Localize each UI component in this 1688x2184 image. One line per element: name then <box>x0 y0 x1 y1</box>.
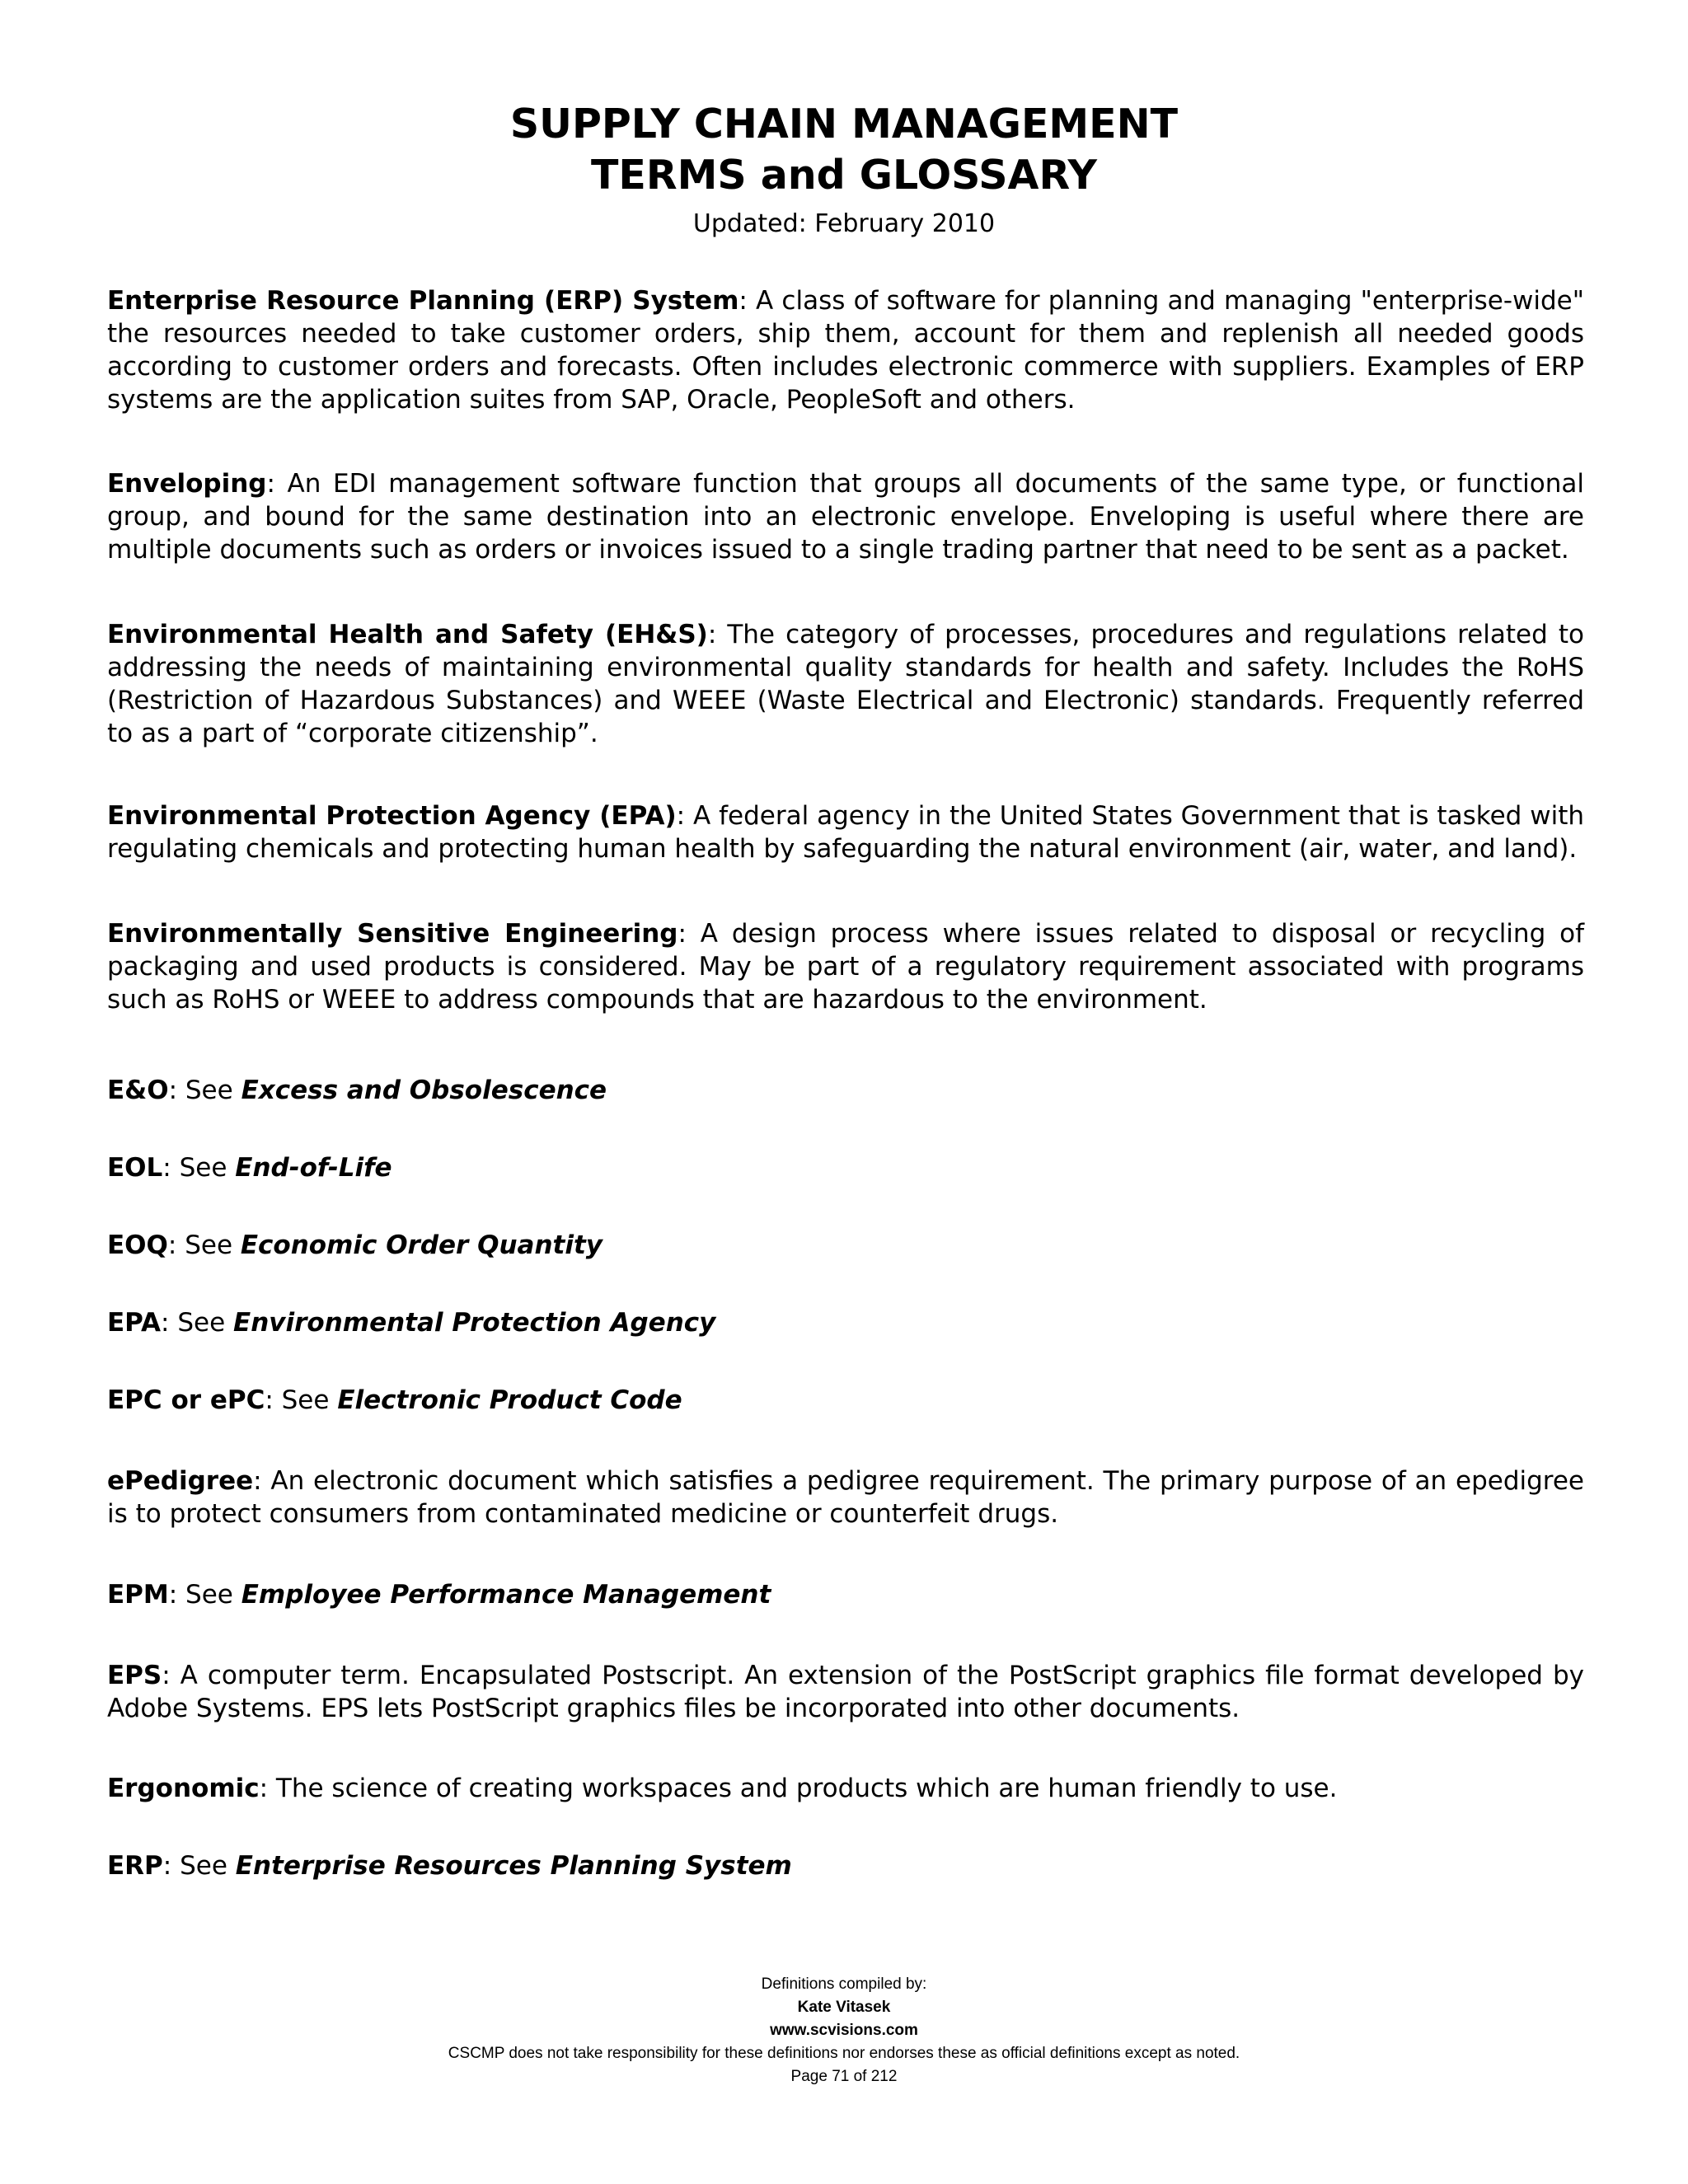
glossary-term: Enterprise Resource Planning (ERP) System <box>107 286 739 316</box>
glossary-entry <box>107 917 1584 1016</box>
glossary-entry <box>107 1659 1584 1725</box>
updated-date: Updated: February 2010 <box>692 209 996 238</box>
glossary-term: ePedigree <box>107 1466 254 1496</box>
glossary-entry <box>107 1151 1584 1184</box>
glossary-term: EPM <box>107 1580 169 1610</box>
glossary-term: E&O <box>107 1076 169 1105</box>
glossary-entry <box>107 284 1584 416</box>
glossary-entry <box>107 1465 1584 1530</box>
glossary-entry <box>107 618 1584 750</box>
glossary-see: : See <box>168 1580 241 1610</box>
glossary-see: : See <box>161 1308 234 1338</box>
glossary-entry <box>107 1772 1584 1805</box>
page-title-line-2: TERMS and GLOSSARY <box>590 152 1097 199</box>
glossary-definition: : A federal agency in the United States Government that is tasked with regulating chemicals and protecting human health by safeguarding the natural environment (air, water, and land). <box>107 801 1584 864</box>
glossary-entry <box>107 1229 1584 1262</box>
glossary-term: EOQ <box>107 1230 168 1260</box>
glossary-see: : See <box>265 1385 338 1415</box>
glossary-entry <box>107 1306 1584 1339</box>
glossary-cross-reference: Economic Order Quantity <box>240 1230 603 1260</box>
glossary-definition: : The category of processes, procedures and regulations related to addressing the needs of maintaining environmental quality standards for health and safety. Includes the RoHS (Restriction of Hazardous Substances) and WEEE (Waste Electrical and Electronic) standards. Frequently referred to as a part of “corporate citizenship”. <box>107 620 1584 748</box>
footer-author: Kate Vitasek <box>797 1999 891 2016</box>
glossary-entry <box>107 467 1584 566</box>
page-header <box>0 99 1688 242</box>
glossary-definition: : The science of creating workspaces and products which are human friendly to use. <box>259 1774 1338 1803</box>
glossary-definition: : A design process where issues related to disposal or recycling of packaging and used products is considered. May be part of a regulatory requirement associated with programs such as RoHS or WEEE to address compounds that are hazardous to the environment. <box>107 919 1584 1015</box>
glossary-term: EOL <box>107 1153 163 1183</box>
glossary-see: : See <box>167 1230 241 1260</box>
glossary-entry <box>107 1384 1584 1417</box>
glossary-definition: : An EDI management software function that groups all documents of the same type, or functional group, and bound for the same destination into an electronic envelope. Enveloping is useful where there are multiple documents such as orders or invoices issued to a single trading partner that need to be sent as a packet. <box>107 469 1584 565</box>
footer-page-number: Page 71 of 212 <box>790 2068 898 2085</box>
glossary-entry <box>107 799 1584 865</box>
page-footer <box>0 1973 1688 2088</box>
glossary-term: EPS <box>107 1661 162 1690</box>
glossary-cross-reference: Environmental Protection Agency <box>233 1308 716 1338</box>
footer-compiled-by: Definitions compiled by: <box>761 1975 927 1993</box>
glossary-cross-reference: End-of-Life <box>235 1153 392 1183</box>
glossary-term: Environmental Health and Safety (EH&S) <box>107 620 708 649</box>
footer-website-link[interactable]: www.scvisions.com <box>770 2022 918 2039</box>
page-title-line-1: SUPPLY CHAIN MANAGEMENT <box>509 101 1179 148</box>
glossary-definition: : An electronic document which satisfies a pedigree requirement. The primary purpose of an epedigree is to protect consumers from contaminated medicine or counterfeit drugs. <box>107 1466 1584 1529</box>
glossary-term: Environmental Protection Agency (EPA) <box>107 801 677 831</box>
glossary-cross-reference: Electronic Product Code <box>337 1385 682 1415</box>
glossary-see: : See <box>162 1153 236 1183</box>
glossary-term: Ergonomic <box>107 1774 260 1803</box>
glossary-term: EPC or ePC <box>107 1385 265 1415</box>
glossary-see: : See <box>162 1851 236 1881</box>
glossary-term: ERP <box>107 1851 163 1881</box>
glossary-cross-reference: Excess and Obsolescence <box>241 1076 607 1105</box>
glossary-definition: : A class of software for planning and managing "enterprise-wide" the resources needed to take customer orders, ship them, account for them and replenish all needed goods according to customer orders and forecasts. Often includes electronic commerce with suppliers. Examples of ERP systems are the application suites from SAP, Oracle, PeopleSoft and others. <box>107 286 1585 415</box>
footer-disclaimer: CSCMP does not take responsibility for these definitions nor endorses these as official definitions except as noted. <box>448 2045 1240 2062</box>
glossary-cross-reference: Employee Performance Management <box>241 1580 771 1610</box>
glossary-see: : See <box>168 1076 241 1105</box>
glossary-term: Enveloping <box>107 469 267 499</box>
glossary-term: Environmentally Sensitive Engineering <box>107 919 678 949</box>
glossary-entry <box>107 1074 1584 1107</box>
glossary-term: EPA <box>107 1308 162 1338</box>
glossary-entry <box>107 1849 1584 1882</box>
glossary-entry <box>107 1578 1584 1611</box>
glossary-definition: : A computer term. Encapsulated Postscript. An extension of the PostScript graphics file format developed by Adobe Systems. EPS lets PostScript graphics files be incorporated into other documents. <box>107 1661 1584 1723</box>
glossary-cross-reference: Enterprise Resources Planning System <box>235 1851 792 1881</box>
